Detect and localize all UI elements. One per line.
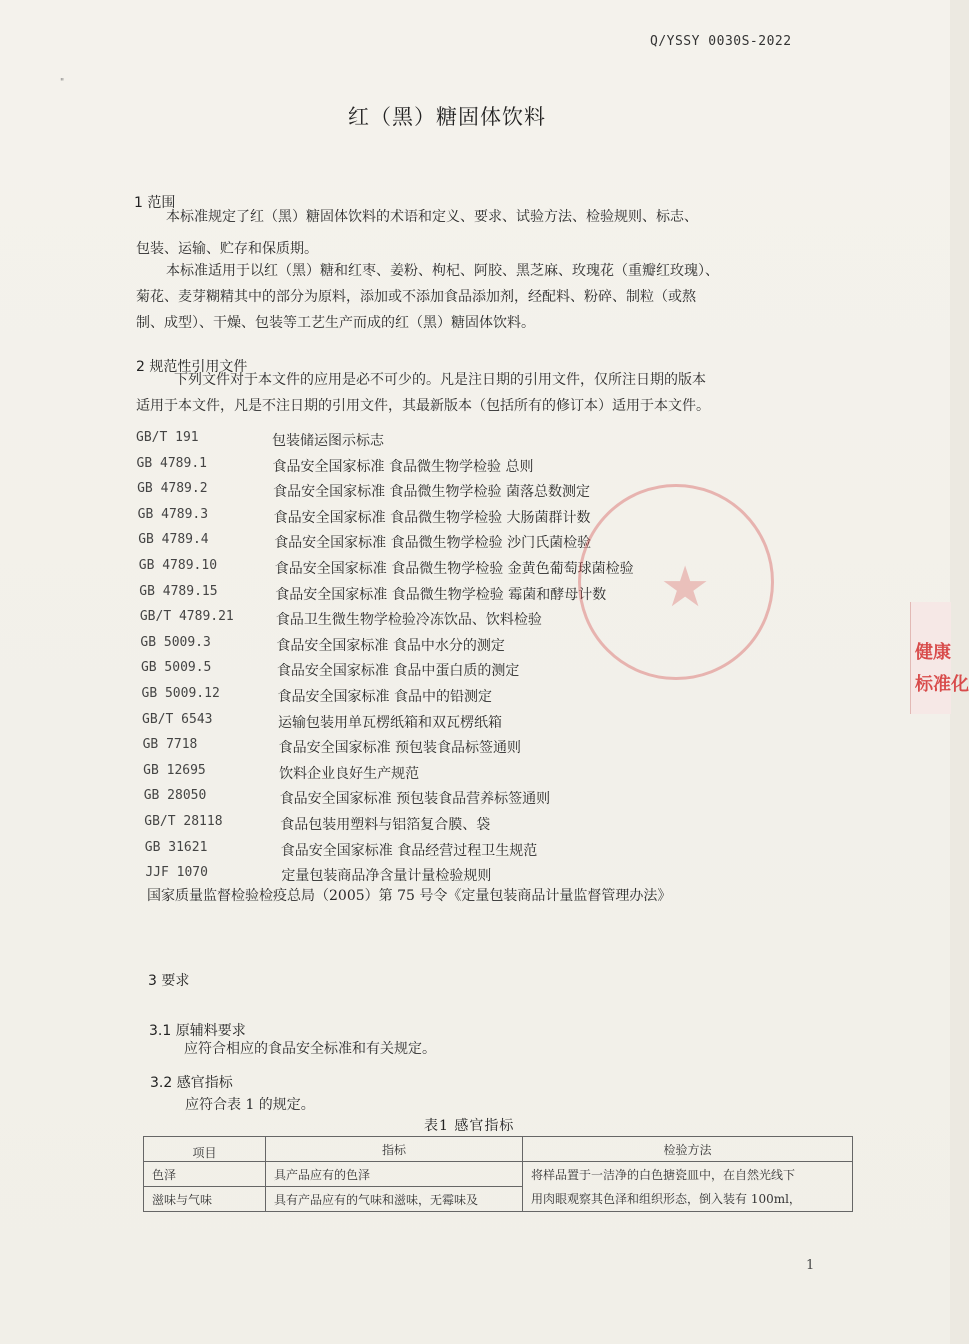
- scan-mark: ": [60, 78, 65, 88]
- reference-code: GB/T 4789.21: [139, 609, 234, 625]
- reference-code: GB 12695: [143, 762, 206, 778]
- section-1-heading: 1 范围: [134, 195, 176, 211]
- table-header-method: 检验方法: [523, 1137, 853, 1162]
- reference-title: 包装储运图示标志: [272, 433, 384, 449]
- reference-title: 定量包装商品净含量计量检验规则: [281, 868, 492, 885]
- method-line-2: 用肉眼观察其色泽和组织形态，倒入装有 100ml，: [531, 1191, 801, 1206]
- reference-code: GB/T 191: [136, 430, 199, 445]
- reference-title: 食品安全国家标准 食品中蛋白质的测定: [276, 663, 520, 680]
- method-line-1: 将样品置于一洁净的白色搪瓷皿中，在自然光线下: [531, 1167, 796, 1182]
- reference-title: 食品安全国家标准 预包装食品营养标签通则: [279, 791, 551, 808]
- reference-title: 食品安全国家标准 食品微生物学检验 菌落总数测定: [273, 484, 590, 501]
- reference-title: 食品安全国家标准 食品微生物学检验 总则: [272, 458, 534, 475]
- side-tab-line-1: 健康: [915, 642, 951, 663]
- reference-title: 食品安全国家标准 食品中水分的测定: [276, 637, 505, 654]
- section-1-paragraph-2a: 本标准适用于以红（黑）糖和红枣、姜粉、枸杞、阿胶、黑芝麻、玫瑰花（重瓣红玫瑰）、: [166, 263, 719, 279]
- table-header-index: 指标: [266, 1137, 523, 1162]
- section-3-2-heading: 3.2 感官指标: [150, 1075, 233, 1091]
- page-title: 红（黑）糖固体饮料: [348, 105, 546, 129]
- reference-code: GB/T 28118: [144, 814, 223, 829]
- table-row: [144, 1162, 853, 1187]
- side-tab-line-2: 标准化: [915, 674, 969, 695]
- reference-code: GB 4789.2: [137, 481, 208, 497]
- table-header-row: [144, 1137, 853, 1162]
- reference-code: GB 4789.4: [138, 532, 209, 548]
- reference-code: GB 4789.1: [136, 455, 207, 471]
- table-cell-index: 具产品应有的色泽: [266, 1162, 523, 1187]
- reference-title: 食品卫生微生物学检验冷冻饮品、饮料检验: [275, 612, 542, 629]
- seal-star-icon: ★: [660, 555, 711, 620]
- section-1-paragraph-1a: 本标准规定了红（黑）糖固体饮料的术语和定义、要求、试验方法、检验规则、标志、: [166, 209, 698, 225]
- reference-title: 食品安全国家标准 食品微生物学检验 沙门氏菌检验: [274, 535, 592, 552]
- table-cell-method: [523, 1162, 853, 1212]
- reference-code: GB/T 6543: [142, 711, 213, 727]
- reference-title: 食品安全国家标准 预包装食品标签通则: [278, 740, 522, 757]
- reference-code: GB 7718: [142, 737, 198, 753]
- reference-code: GB 4789.15: [139, 583, 218, 599]
- table-cell-index: 具有产品应有的气味和滋味，无霉味及: [266, 1187, 523, 1212]
- page-number: 1: [806, 1258, 815, 1273]
- section-1-paragraph-2c: 制、成型）、干燥、包装等工艺生产而成的红（黑）糖固体饮料。: [136, 315, 535, 331]
- reference-code: GB 4789.10: [138, 558, 218, 573]
- reference-title: 运输包装用单瓦楞纸箱和双瓦楞纸箱: [278, 714, 503, 731]
- table-header-item: 项目: [144, 1137, 266, 1162]
- table-cell-item: 滋味与气味: [144, 1187, 266, 1212]
- table-1-caption: 表1 感官指标: [424, 1118, 515, 1134]
- table-cell-item: 色泽: [144, 1162, 266, 1187]
- document-code: Q/YSSY 0030S-2022: [650, 34, 792, 49]
- reference-code: GB 5009.12: [141, 686, 220, 701]
- order-reference: 国家质量监督检验检疫总局（2005）第 75 号令《定量包装商品计量监督管理办法》: [147, 888, 672, 904]
- section-2-paragraph-b: 适用于本文件，凡是不注日期的引用文件，其最新版本（包括所有的修订本）适用于本文件。: [136, 398, 710, 414]
- section-2-paragraph-a: 下列文件对于本文件的应用是必不可少的。凡是注日期的引用文件，仅所注日期的版本: [174, 372, 706, 388]
- reference-code: GB 28050: [143, 788, 207, 804]
- reference-title: 食品包装用塑料与铝箔复合膜、袋: [280, 817, 491, 833]
- section-1-paragraph-1b: 包装、运输、贮存和保质期。: [136, 241, 318, 257]
- reference-code: GB 4789.3: [137, 506, 209, 522]
- section-3-1-heading: 3.1 原辅料要求: [149, 1023, 246, 1039]
- section-2-heading: 2 规范性引用文件: [136, 359, 248, 375]
- section-3-2-text: 应符合表 1 的规定。: [185, 1097, 315, 1113]
- reference-title: 食品安全国家标准 食品微生物学检验 霉菌和酵母计数: [275, 586, 607, 603]
- reference-title: 食品安全国家标准 食品中的铅测定: [277, 689, 492, 705]
- section-3-heading: 3 要求: [148, 973, 190, 989]
- reference-title: 食品安全国家标准 食品微生物学检验 金黄色葡萄球菌检验: [274, 561, 634, 577]
- reference-code: JJF 1070: [145, 865, 208, 881]
- sensory-table: [143, 1136, 853, 1212]
- reference-code: GB 31621: [144, 839, 208, 855]
- side-tab[interactable]: [910, 602, 969, 714]
- reference-title: 食品安全国家标准 食品经营过程卫生规范: [280, 842, 538, 859]
- section-3-1-text: 应符合相应的食品安全标准和有关规定。: [184, 1041, 436, 1057]
- reference-title: 饮料企业良好生产规范: [279, 765, 420, 782]
- reference-code: GB 5009.3: [140, 634, 211, 650]
- reference-code: GB 5009.5: [140, 660, 212, 676]
- reference-title: 食品安全国家标准 食品微生物学检验 大肠菌群计数: [273, 509, 591, 526]
- section-1-paragraph-2b: 菊花、麦芽糊精其中的部分为原料，添加或不添加食品添加剂，经配料、粉碎、制粒（或熬: [136, 289, 696, 305]
